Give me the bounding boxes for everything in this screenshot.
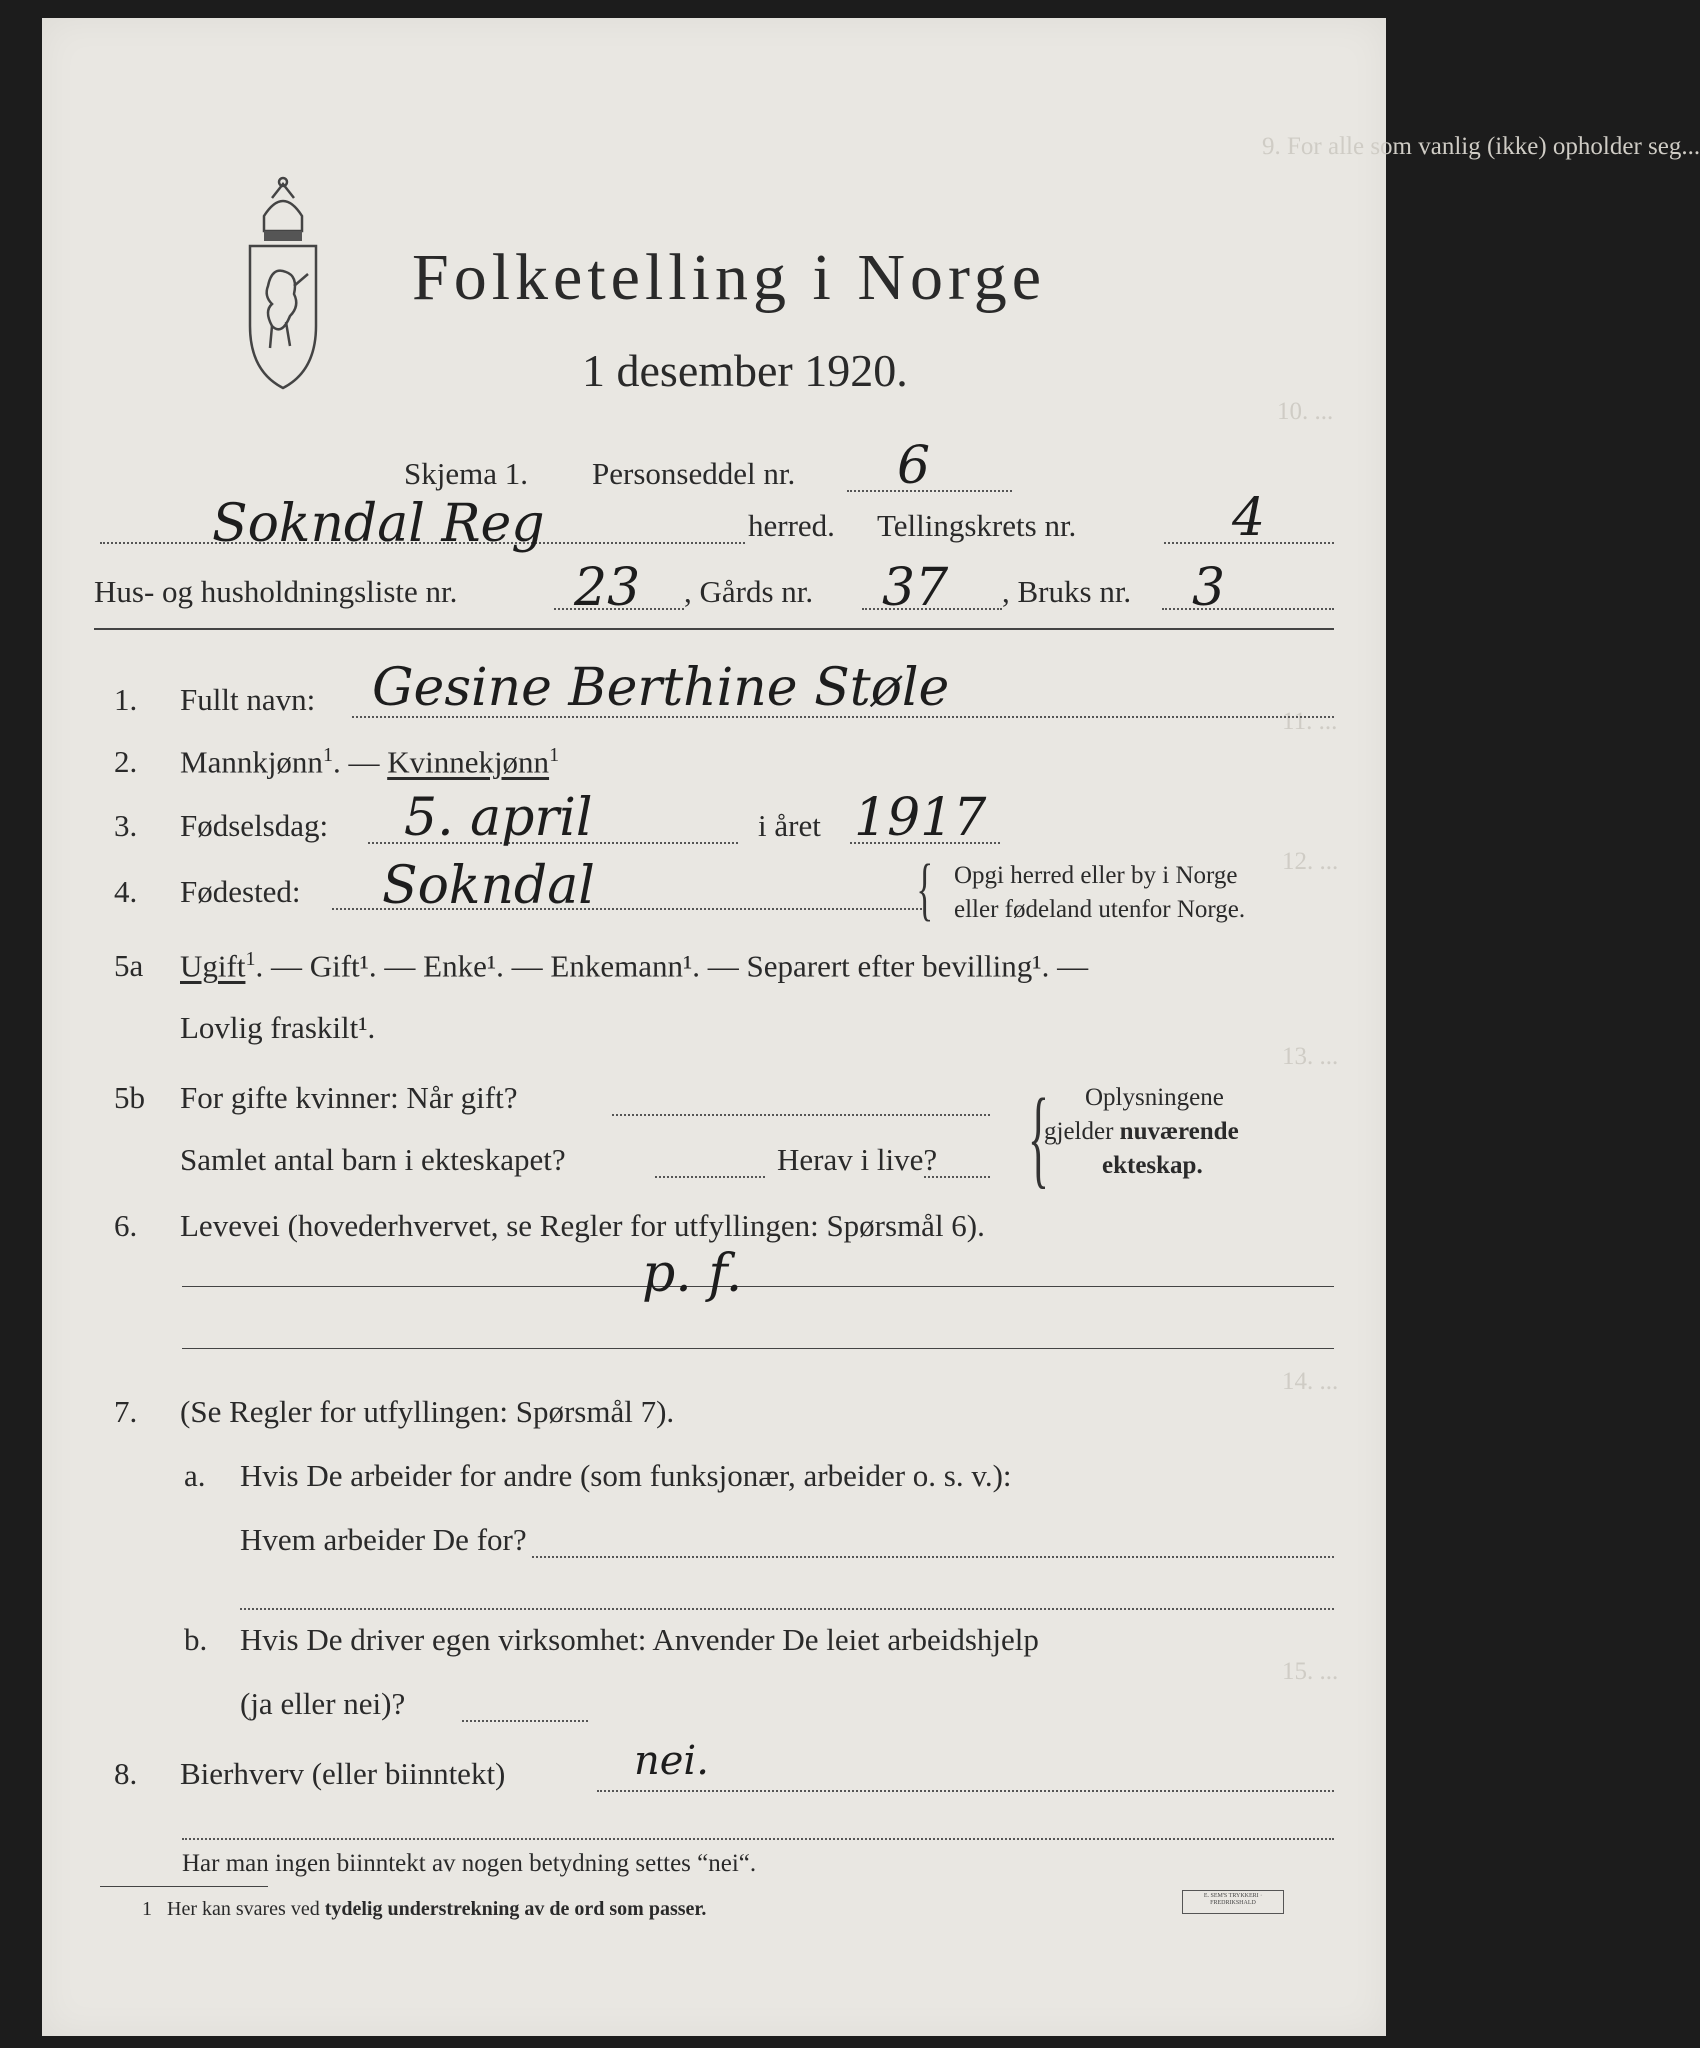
bleed-through-15: 15. ... <box>1282 1658 1339 1685</box>
bruks-label: , Bruks nr. <box>1002 574 1132 609</box>
side-income-value: nei. <box>634 1738 709 1784</box>
form-title: Folketelling i Norge <box>412 241 1047 314</box>
q1-number: 1. <box>114 682 138 717</box>
gards-value: 37 <box>882 558 949 618</box>
q5b-line1: For gifte kvinner: Når gift? <box>180 1080 518 1115</box>
personseddel-label: Personseddel nr. <box>592 456 796 491</box>
q5a-line2: Lovlig fraskilt¹. <box>180 1010 376 1045</box>
occupation-value: p. f. <box>642 1244 743 1304</box>
q4-number: 4. <box>114 874 138 909</box>
herred-value: Sokndal Reg <box>212 494 545 554</box>
bleed-through-10: 10. ... <box>1277 398 1334 425</box>
q5b-alive-line <box>924 1176 990 1178</box>
q7b-line2: (ja eller nei)? <box>240 1686 406 1721</box>
q5b-married-line <box>612 1114 990 1116</box>
bruks-value: 3 <box>1192 558 1226 618</box>
q5b-alive-label: Herav i live? <box>777 1142 938 1177</box>
q8-answer-line2 <box>182 1838 1334 1840</box>
personseddel-value: 6 <box>897 436 931 496</box>
q6-number: 6. <box>114 1208 138 1243</box>
q7a-line1: Hvis De arbeider for andre (som funksjonær, arbeider o. s. v.): <box>240 1458 1012 1493</box>
q7b-answer-line <box>462 1720 588 1722</box>
birth-date-value: 5. april <box>404 788 593 848</box>
coat-of-arms-icon <box>242 176 324 396</box>
q4-brace: { <box>916 851 934 928</box>
income-note: Har man ingen biinntekt av nogen betydning settes “nei“. <box>182 1850 757 1877</box>
q6-line1 <box>182 1286 1334 1287</box>
female-option-underlined: Kvinnekjønn <box>387 744 550 780</box>
q1-label: Fullt navn: <box>180 682 316 717</box>
q8-label: Bierhverv (eller biinntekt) <box>180 1756 506 1791</box>
bleed-through-11: 11. ... <box>1282 708 1338 735</box>
q3-label: Fødselsdag: <box>180 808 329 843</box>
birthplace-value: Sokndal <box>382 856 595 916</box>
bleed-through-14: 14. ... <box>1282 1368 1339 1395</box>
bleed-through-12: 12. ... <box>1282 848 1339 875</box>
tellingskrets-value: 4 <box>1232 488 1266 548</box>
q2-number: 2. <box>114 744 138 779</box>
gards-label: , Gårds nr. <box>684 574 814 609</box>
q4-label: Fødested: <box>180 874 301 909</box>
tellingskrets-label: Tellingskrets nr. <box>877 508 1077 543</box>
schema-label: Skjema 1. <box>404 456 528 491</box>
q8-answer-line <box>597 1790 1334 1792</box>
q8-number: 8. <box>114 1756 138 1791</box>
bleed-through-9: 9. For alle som vanlig (ikke) opholder seg... <box>1262 133 1700 160</box>
hus-value: 23 <box>574 558 641 618</box>
printer-stamp: E. SEM'S TRYKKERI · FREDRIKSHALD <box>1182 1890 1284 1914</box>
q5b-note-line3: ekteskap. <box>1102 1152 1203 1179</box>
q7b-line1: Hvis De driver egen virksomhet: Anvender De leiet arbeidshjelp <box>240 1622 1039 1657</box>
census-form-sheet <box>42 18 1700 2036</box>
ugift-option-underlined: Ugift <box>180 948 246 984</box>
q6-line2 <box>182 1348 1334 1349</box>
q5b-number: 5b <box>114 1080 145 1115</box>
q5a-number: 5a <box>114 948 144 983</box>
footnote: 1 Her kan svares ved tydelig understrekning av de ord som passer. <box>142 1898 707 1920</box>
q5a-options: Ugift$^1$. — Gift¹. — Enke¹. — Enkemann¹. — Separert efter bevilling¹. — <box>180 948 1089 984</box>
q7a-letter: a. <box>184 1458 206 1493</box>
q5b-brace: { <box>1027 1076 1049 1198</box>
q6-label: Levevei (hovederhvervet, se Regler for utfyllingen: Spørsmål 6). <box>180 1208 985 1243</box>
herred-label: herred. <box>748 508 835 543</box>
bruks-line <box>1162 608 1334 610</box>
header-divider <box>94 628 1334 630</box>
q5b-children-line <box>655 1176 765 1178</box>
year-label: i året <box>758 808 821 843</box>
q2-gender-options: Mannkjønn$^1$. — Kvinnekjønn$^1$ <box>180 744 560 780</box>
q7a-answer-line <box>532 1556 1334 1558</box>
footnote-divider <box>100 1886 268 1887</box>
census-date: 1 desember 1920. <box>582 345 908 396</box>
q4-note-line1: Opgi herred eller by i Norge <box>954 862 1238 889</box>
q7-label: (Se Regler for utfyllingen: Spørsmål 7). <box>180 1394 675 1429</box>
male-option: Mannkjønn <box>180 744 323 780</box>
q5b-children-label: Samlet antal barn i ekteskapet? <box>180 1142 566 1177</box>
bleed-through-13: 13. ... <box>1282 1043 1339 1070</box>
hus-label: Hus- og husholdningsliste nr. <box>94 574 458 609</box>
birth-year-value: 1917 <box>854 788 987 848</box>
q5b-note-line2: gjelder nuværende <box>1044 1118 1239 1145</box>
full-name-value: Gesine Berthine Støle <box>372 658 950 718</box>
q5b-note-line1: Oplysningene <box>1085 1084 1224 1111</box>
q7a-answer-line2 <box>240 1608 1334 1610</box>
q7a-line2: Hvem arbeider De for? <box>240 1522 527 1557</box>
q3-number: 3. <box>114 808 138 843</box>
q7b-letter: b. <box>184 1622 208 1657</box>
q7-number: 7. <box>114 1394 138 1429</box>
q4-note-line2: eller fødeland utenfor Norge. <box>954 896 1246 923</box>
